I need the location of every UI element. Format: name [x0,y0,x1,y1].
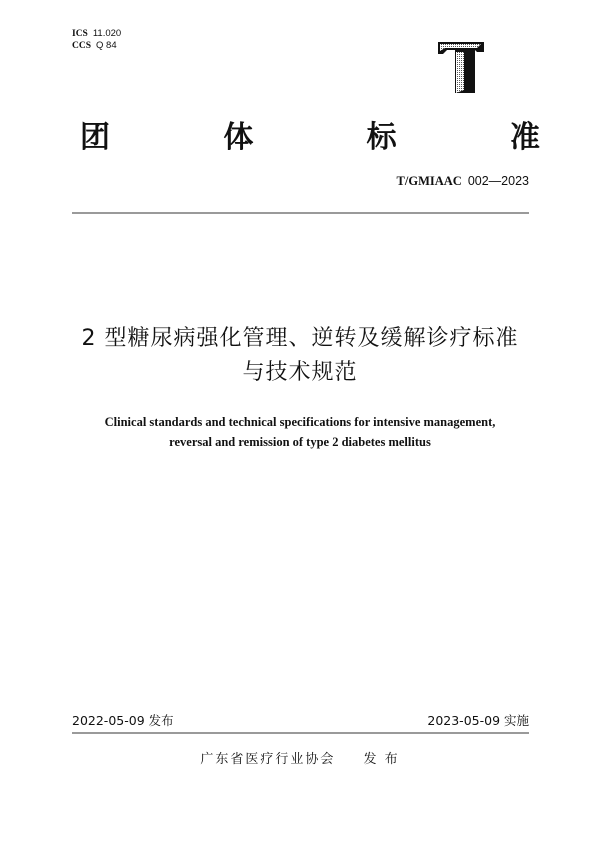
english-title-line-1: Clinical standards and technical specifications for intensive management, [104,415,496,429]
ics-code [72,28,121,40]
english-title [40,412,560,452]
issue-date: 2022-05-09 发布 [72,713,174,728]
standard-number [397,173,529,189]
standard-type-char: 团 [80,120,110,155]
ics-value: 11.020 [92,28,122,39]
publisher [0,751,600,769]
implementation-date: 2023-05-09 实施 [427,713,529,728]
standard-type-heading [80,118,540,158]
classification-codes [72,28,121,52]
standard-number-value: 002—2023 [467,174,529,188]
publisher-name: 广东省医疗行业协会 [200,752,336,767]
publisher-action: 发 布 [363,752,400,767]
standard-type-char: 准 [509,120,540,155]
standard-t-logo-icon [437,38,485,94]
standard-number-prefix: T/GMIAAC [396,174,462,188]
chinese-title [40,322,560,390]
standard-type-char: 标 [366,120,397,155]
ics-label: ICS [72,29,88,39]
ccs-value: Q 84 [96,40,117,51]
standard-type-char: 体 [223,120,254,155]
chinese-title-line-1: 2 型糖尿病强化管理、逆转及缓解诊疗标准 [81,326,519,351]
ccs-label: CCS [72,41,92,51]
chinese-title-line-2: 与技术规范 [242,360,358,385]
ccs-code [72,40,121,52]
header-divider [72,212,529,214]
footer-divider [72,732,529,734]
english-title-line-2: reversal and remission of type 2 diabetes mellitus [169,435,431,449]
